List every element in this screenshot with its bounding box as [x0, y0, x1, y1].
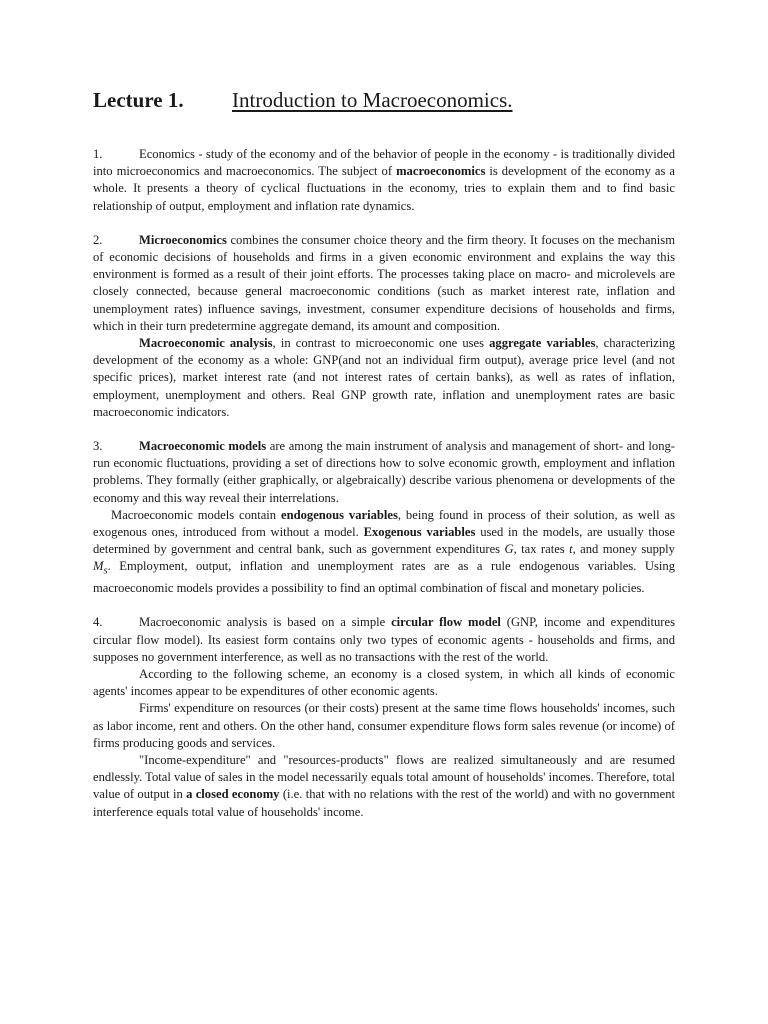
- text-run: Macroeconomic analysis is based on a simple: [139, 615, 392, 630]
- section-1-paragraph: [93, 146, 675, 215]
- document-body: [93, 146, 675, 821]
- text-run: , being found in process of their solution, as well as exogenous ones, introduced from without a model.: [93, 507, 676, 540]
- text-run: (GNP, income and expenditures circular flow model). Its easiest form contains only two types of economic agents - households and firms, and supposes no government interference, as well as no transactions with the rest of the world.: [93, 615, 675, 664]
- section-4-number: 4.: [93, 615, 103, 630]
- section-3-paragraph: [93, 438, 675, 507]
- text-run: , tax rates: [513, 542, 570, 557]
- text-run: are among the main instrument of analysis and management of short- and long-run economic fluctuations, providing a set of directions how to solve economic growth, employment and inflation problems. They formally (either graphically, or algebraically) describe various phenomena or developments of the economy and this way reveal their interrelations.: [93, 439, 675, 505]
- section-1-number: 1.: [93, 147, 103, 161]
- section-4-paragraph: [93, 614, 675, 666]
- section-2-number: 2.: [93, 232, 103, 247]
- symbol-t: t,: [569, 542, 576, 557]
- section-4-subparagraph-2: Firms' expenditure on resources (or their costs) present at the same time flows households' incomes, such as labor income, rent and others. On the other hand, consumer expenditure flows form sales revenue (or income) of firms producing goods and services.: [93, 701, 675, 750]
- symbol-g: G: [504, 542, 514, 557]
- term-macroeconomic-models: Macroeconomic models: [139, 439, 267, 454]
- page-title: [93, 86, 513, 114]
- term-circular-flow-model: circular flow model: [391, 615, 501, 630]
- term-endogenous-variables: endogenous variables: [281, 507, 398, 522]
- text-run: , in contrast to microeconomic one uses: [272, 336, 490, 351]
- term-exogenous-variables: Exogenous variables: [363, 525, 476, 540]
- term-macroeconomic-analysis: Macroeconomic analysis: [139, 336, 273, 351]
- text-run: , characterizing development of the economy as a whole: GNP(and not an individual firm output), average price level (and not specific prices), market interest rate (and not interest rates of certain banks), as well as rates of inflation, employment, unemployment and others. Real GNP growth rate, inflation and unemployment rates are basic macroeconomic indicators.: [93, 336, 675, 419]
- term-microeconomics: Microeconomics: [139, 232, 227, 247]
- symbol-m: M: [93, 559, 104, 574]
- text-run: Economics - study of the economy and of the behavior of people in the economy - is traditionally divided into microeconomics and macroeconomics. The subject of: [93, 147, 675, 179]
- text-run: (i.e. that with no relations with the rest of the world) and with no government interference equals total value of households' income.: [93, 787, 675, 819]
- section-3-number: 3.: [93, 439, 103, 454]
- section-4-subparagraph-1: According to the following scheme, an economy is a closed system, in which all kinds of economic agents' incomes appear to be expenditures of other economic agents.: [93, 667, 675, 699]
- section-3-subparagraph: [93, 507, 675, 598]
- term-macroeconomics: macroeconomics: [396, 164, 486, 179]
- text-run: Macroeconomic models contain: [111, 507, 281, 522]
- text-run: . Employment, output, inflation and unemployment rates are as a rule endogenous variables. Using macroeconomic models provides a possibility to find an optimal combination of fiscal and monetary policies.: [93, 559, 675, 596]
- lecture-number: Lecture 1.: [93, 88, 184, 112]
- section-2-paragraph: [93, 232, 675, 335]
- text-run: combines the consumer choice theory and the firm theory. It focuses on the mechanism of economic decisions of households and firms in a given economic environment and explains the way this environment is formed as a result of their joint efforts. The processes taking place on macro- and microlevels are closely connected, because general macroeconomic conditions (such as market interest rate, inflation and unemployment rates) influence savings, investment, consumer expenditure decisions of households and firms, which in their turn predetermine aggregate demand, its amount and composition.: [93, 232, 675, 333]
- section-4-subparagraph-3: [93, 752, 675, 821]
- lecture-title: Introduction to Macroeconomics.: [232, 88, 513, 112]
- text-run: used in the models, are usually those determined by government and central bank, such as government expenditures: [93, 525, 675, 557]
- text-run: "Income-expenditure" and "resources-products" flows are realized simultaneously and are resumed endlessly. Total value of sales in the model necessarily equals total amount of households' incomes. Therefore, total value of output in: [93, 753, 675, 802]
- text-run: is development of the economy as a whole. It presents a theory of cyclical fluctuations in the economy, tries to explain them and to find basic relationship of output, employment and inflation rate dynamics.: [93, 164, 675, 213]
- symbol-subscript-s: s: [103, 565, 108, 577]
- section-2-subparagraph: [93, 335, 675, 421]
- term-closed-economy: a closed economy: [186, 787, 280, 802]
- term-aggregate-variables: aggregate variables: [489, 336, 596, 351]
- text-run: and money supply: [575, 542, 675, 557]
